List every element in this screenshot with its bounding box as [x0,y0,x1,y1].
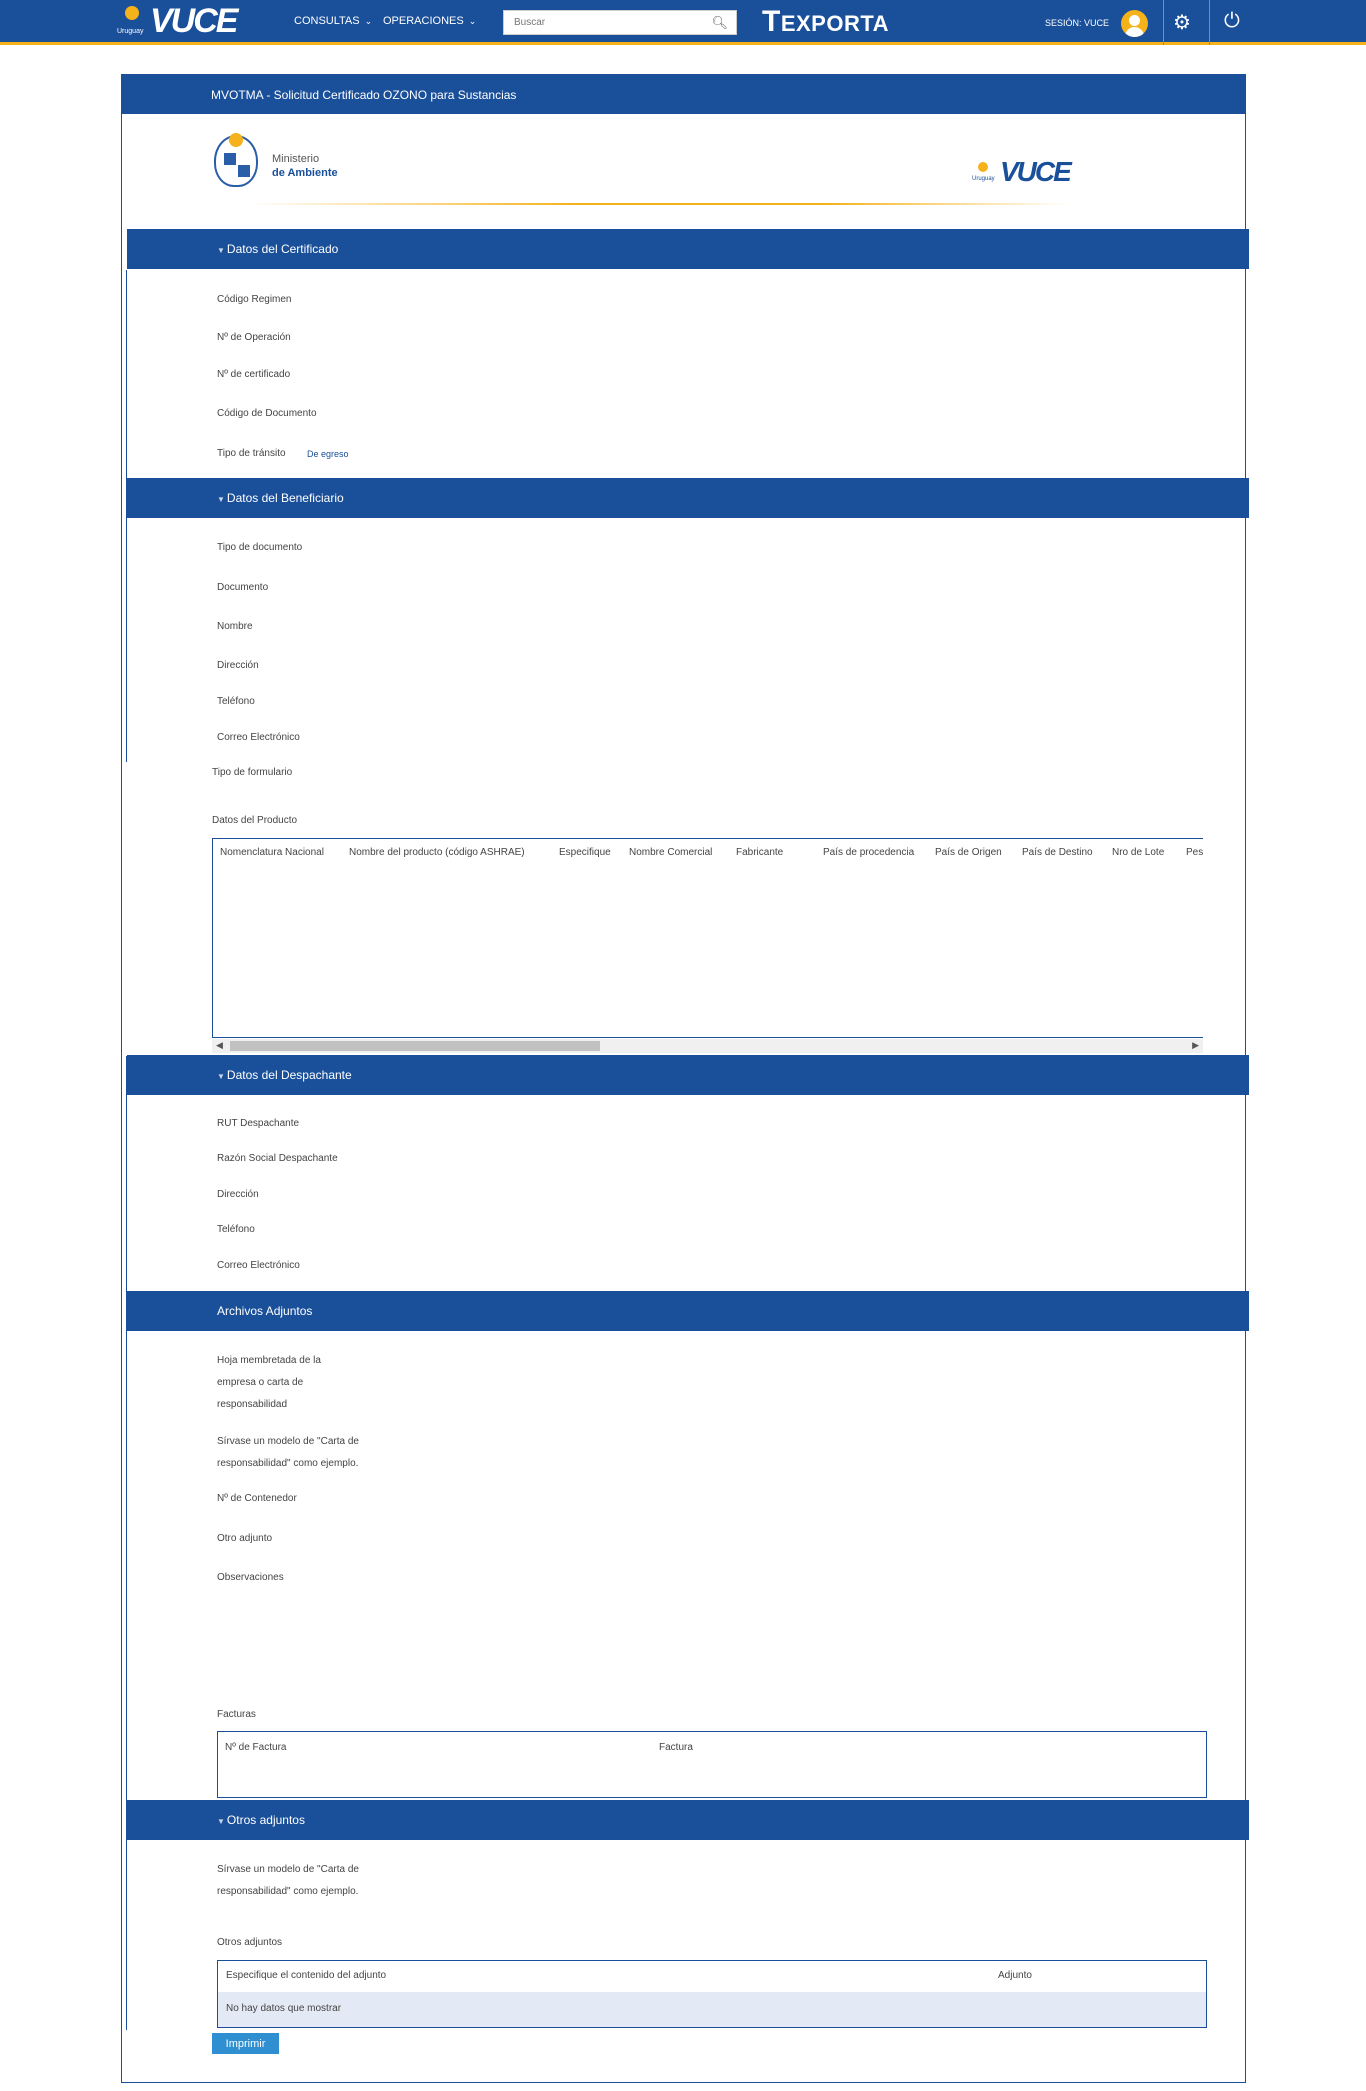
grid-column-header[interactable]: Factura [659,1742,693,1753]
help-text-modelo-carta: Sírvase un modelo de "Carta de [217,1436,359,1447]
section-title: Datos del Certificado [226,242,339,256]
empty-row [218,1992,1206,2027]
uruguay-sun-icon [125,6,139,20]
product-grid [212,838,1203,1038]
section-title: Datos del Despachante [226,1068,352,1082]
section-header-despachante [127,1055,1249,1095]
logo-text: VUCE [150,2,237,40]
texporta-t-icon: T [762,5,781,38]
grid-column-header[interactable]: Nro de Lote [1112,847,1165,858]
grid-column-header[interactable]: Especifique [559,847,611,858]
collapse-triangle-icon: ▼ [217,495,225,504]
field-label-observaciones: Observaciones [217,1572,284,1583]
logo-country: Uruguay [117,28,144,35]
empty-message: No hay datos que mostrar [226,2003,342,2014]
header-divider [250,203,1070,205]
section-header-beneficiario [127,478,1249,518]
field-label-tipo-documento: Tipo de documento [217,542,303,553]
sun-shape [229,133,243,147]
section-border [126,1056,127,2030]
field-label-tipo-formulario: Tipo de formulario [212,767,293,778]
collapse-triangle-icon: ▼ [217,246,225,255]
field-label-razon-social: Razón Social Despachante [217,1153,338,1164]
section-title: Otros adjuntos [226,1813,305,1827]
field-label-codigo-regimen: Código Regimen [217,294,292,305]
grid-column-header[interactable]: País de Destino [1022,847,1093,858]
grid-column-header[interactable]: Nombre Comercial [629,847,713,858]
field-value-tipo-transito: De egreso [307,449,349,459]
texporta-label: EXPORTA [780,11,890,36]
field-label-correo: Correo Electrónico [217,1260,300,1271]
otros-adjuntos-grid [217,1960,1207,2028]
field-label-codigo-documento: Código de Documento [217,408,317,419]
power-icon[interactable]: ⏻ [1224,10,1240,32]
help-text-modelo-carta: Sírvase un modelo de "Carta de [217,1864,359,1875]
field-label-correo: Correo Electrónico [217,732,300,743]
nav-consultas[interactable] [294,15,372,27]
user-head-shape [1129,15,1140,26]
uruguay-coat-of-arms-icon [214,135,258,187]
field-label-otros-adjuntos: Otros adjuntos [217,1937,283,1948]
grid-column-header[interactable]: Adjunto [998,1970,1032,1981]
field-label-direccion: Dirección [217,1189,259,1200]
uruguay-sun-icon [978,162,988,172]
field-label-tipo-transito: Tipo de tránsito [217,448,286,459]
section-toggle-beneficiario[interactable] [217,491,344,505]
avatar[interactable] [1121,10,1148,37]
help-text-modelo-carta: responsabilidad" como ejemplo. [217,1458,359,1469]
grid-column-header[interactable]: Pes [1186,847,1203,858]
field-label-facturas: Facturas [217,1709,256,1720]
chevron-down-icon: ⌄ [364,16,373,26]
section-header-adjuntos [127,1291,1249,1331]
help-text-modelo-carta: responsabilidad" como ejemplo. [217,1886,359,1897]
section-title: Datos del Beneficiario [226,491,344,505]
field-label-nro-certificado: Nº de certificado [217,369,291,380]
print-button[interactable]: Imprimir [212,2033,279,2054]
field-label-nombre: Nombre [217,621,253,632]
facturas-grid [217,1731,1207,1798]
user-body-shape [1125,27,1144,37]
logo-text: VUCE [1000,156,1070,187]
search-input[interactable] [504,11,704,34]
section-title: Archivos Adjuntos [217,1304,313,1318]
field-label-otro-adjunto: Otro adjunto [217,1533,273,1544]
field-label-documento: Documento [217,582,269,593]
section-header-certificado [127,229,1249,269]
session-label: SESIÓN: VUCE [1045,18,1110,28]
chevron-down-icon: ⌄ [468,16,477,26]
texporta-logo[interactable] [762,5,889,39]
section-toggle-certificado[interactable] [217,242,338,256]
scrollbar-thumb[interactable] [230,1041,600,1051]
grid-column-header[interactable]: Nº de Factura [225,1742,287,1753]
grid-column-header[interactable]: País de Origen [935,847,1002,858]
search-box [503,10,737,35]
ministry-name-line1: Ministerio [272,153,320,165]
divider [1163,0,1164,45]
search-icon[interactable]: 🔍︎ [711,15,728,30]
field-label-hoja-membretada: responsabilidad [217,1399,288,1410]
field-label-hoja-membretada: Hoja membretada de la [217,1355,321,1366]
field-label-nro-operacion: Nº de Operación [217,332,291,343]
form-title: MVOTMA - Solicitud Certificado OZONO para Sustancias [211,88,517,102]
grid-column-header[interactable]: País de procedencia [823,847,915,858]
grid-column-header[interactable]: Nombre del producto (código ASHRAE) [349,847,525,858]
shield-quarter [224,153,236,165]
logo-country: Uruguay [972,176,995,182]
horizontal-scrollbar[interactable] [212,1039,1203,1053]
scroll-right-icon[interactable]: ▶ [1192,1040,1199,1050]
settings-icon[interactable]: ⚙ [1173,12,1191,34]
nav-operaciones-label: OPERACIONES [383,15,464,27]
field-label-telefono: Teléfono [217,1224,255,1235]
grid-column-header[interactable]: Especifique el contenido del adjunto [226,1970,387,1981]
shield-quarter [238,165,250,177]
grid-column-header[interactable]: Fabricante [736,847,784,858]
top-navigation-bar [0,0,1366,45]
nav-operaciones[interactable] [383,15,476,27]
field-label-telefono: Teléfono [217,696,255,707]
nav-consultas-label: CONSULTAS [294,15,360,27]
field-label-rut-despachante: RUT Despachante [217,1118,300,1129]
scroll-left-icon[interactable]: ◀ [216,1040,223,1050]
collapse-triangle-icon: ▼ [217,1072,225,1081]
field-label-datos-producto: Datos del Producto [212,815,298,826]
field-label-contenedor: Nº de Contenedor [217,1493,297,1504]
section-header-otros [127,1800,1249,1840]
divider [1209,0,1210,45]
grid-column-header[interactable]: Nomenclatura Nacional [220,847,324,858]
field-label-direccion: Dirección [217,660,259,671]
section-toggle-otros[interactable] [217,1813,305,1827]
ministry-name-line2: de Ambiente [272,167,338,179]
section-toggle-despachante[interactable] [217,1068,352,1082]
field-label-hoja-membretada: empresa o carta de [217,1377,304,1388]
collapse-triangle-icon: ▼ [217,1817,225,1826]
